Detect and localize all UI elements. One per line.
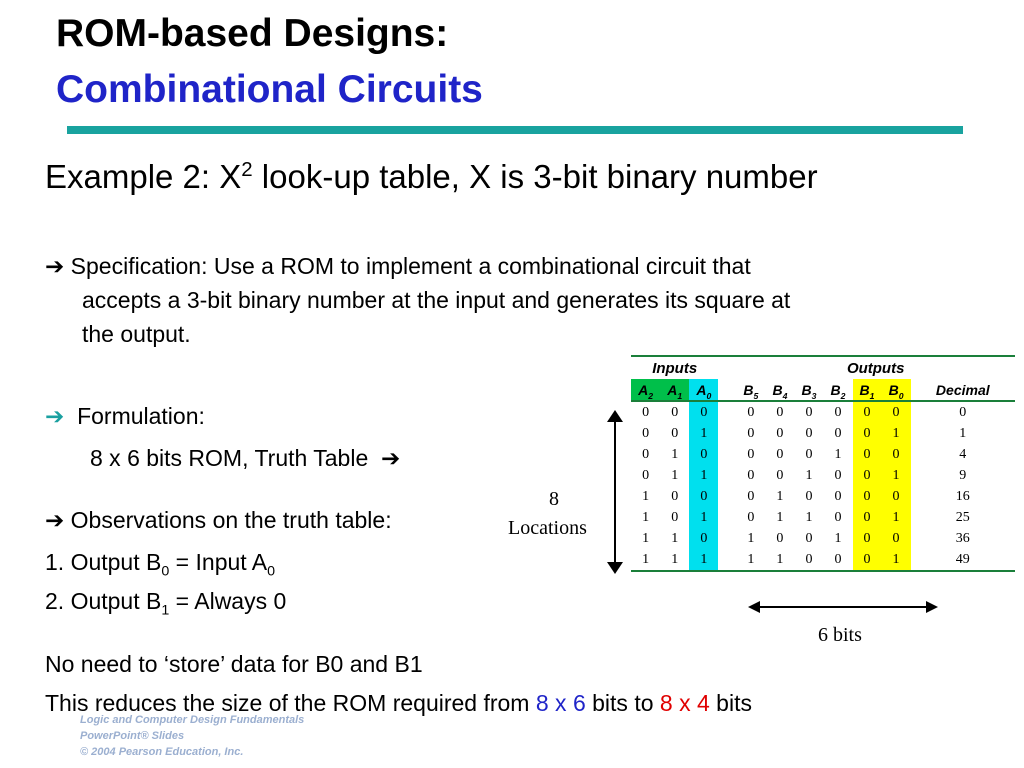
- input-bit-cell: 0: [671, 404, 679, 420]
- decimal-value-cell: 9: [959, 467, 967, 483]
- output-bit-cell: 0: [747, 467, 755, 483]
- observation-2-prefix: 2. Output B: [45, 588, 162, 614]
- decimal-value-cell: 25: [955, 509, 970, 525]
- right-arrow-icon: ➔: [381, 445, 401, 471]
- output-bit-cell: 0: [805, 530, 813, 546]
- input-bit-cell: 0: [689, 528, 718, 549]
- input-bit-cell: 1: [671, 530, 679, 546]
- slide-title: ROM-based Designs:: [56, 12, 449, 55]
- column-gap: [718, 423, 736, 444]
- formulation-detail: 8 x 6 bits ROM, Truth Table: [90, 445, 369, 471]
- output-bit-cell: 0: [747, 446, 755, 462]
- decimal-value-cell: 0: [959, 404, 967, 420]
- column-gap: [718, 379, 736, 401]
- locations-label: Locations: [508, 517, 587, 539]
- column-header-row: [631, 379, 1015, 401]
- locations-count: 8: [549, 488, 559, 510]
- input-bit-cell: 1: [671, 446, 679, 462]
- column-gap: [718, 401, 736, 423]
- observation-2-suffix: = Always 0: [169, 588, 287, 614]
- outputs-group-header: Outputs: [736, 356, 1015, 379]
- input-bit-cell: 0: [671, 425, 679, 441]
- column-gap: [718, 465, 736, 486]
- input-bit-cell: 1: [689, 549, 718, 571]
- specification-line-2: accepts a 3-bit binary number at the input and generates its square at: [82, 287, 791, 313]
- output-bit-cell: 1: [736, 549, 765, 571]
- observations-heading-text: Observations on the truth table:: [64, 507, 392, 533]
- output-bit-cell: 0: [776, 467, 784, 483]
- output-bit-cell: 0: [853, 423, 882, 444]
- specification-line-1: [45, 253, 751, 280]
- output-bit-cell: 0: [776, 425, 784, 441]
- column-gap: [718, 549, 736, 571]
- decimal-value-cell: 1: [959, 425, 967, 441]
- input-bit-cell: 0: [689, 444, 718, 465]
- input-bit-cell: 1: [689, 465, 718, 486]
- input-bit-cell: 0: [689, 486, 718, 507]
- input-column-header: $A_1$: [660, 379, 689, 401]
- input-bit-cell: 1: [671, 467, 679, 483]
- output-column-header: $B_4$: [772, 381, 788, 401]
- output-bit-cell: 0: [747, 488, 755, 504]
- example-superscript: 2: [241, 158, 253, 181]
- input-bit-cell: 0: [671, 509, 679, 525]
- input-bit-cell: 0: [671, 488, 679, 504]
- table-row: [631, 486, 1015, 507]
- down-arrowhead-icon: [607, 562, 623, 574]
- output-column-header: $B_5$: [743, 381, 759, 401]
- output-bit-cell: 0: [747, 509, 755, 525]
- output-bit-cell: 0: [834, 509, 842, 525]
- output-bit-cell: 0: [853, 486, 882, 507]
- column-gap: [718, 444, 736, 465]
- truth-table: [631, 355, 1015, 591]
- input-bit-cell: 1: [642, 488, 650, 504]
- slide-subtitle: Combinational Circuits: [56, 68, 483, 111]
- output-bit-cell: 0: [853, 507, 882, 528]
- output-bit-cell: 0: [805, 488, 813, 504]
- output-bit-cell: 1: [805, 467, 813, 483]
- observation-1-sub: 0: [161, 563, 170, 580]
- column-gap: [718, 486, 736, 507]
- observation-2-sub: 1: [161, 602, 170, 619]
- conclusion-suffix: bits: [709, 690, 752, 716]
- observation-1-prefix: 1. Output B: [45, 549, 162, 575]
- output-bit-cell: 1: [882, 549, 911, 571]
- output-bit-cell: 0: [853, 444, 882, 465]
- specification-text-1: Specification: Use a ROM to implement a combinational circuit that: [64, 253, 751, 279]
- output-bit-cell: 0: [834, 488, 842, 504]
- inputs-group-header: Inputs: [631, 356, 718, 379]
- output-bit-cell: 1: [834, 446, 842, 462]
- formulation-detail-line: [90, 445, 400, 472]
- decimal-value-cell: 4: [959, 446, 967, 462]
- input-bit-cell: 1: [689, 423, 718, 444]
- observation-item-2: [45, 588, 287, 619]
- input-bit-cell: 1: [689, 507, 718, 528]
- input-bit-cell: 1: [631, 549, 660, 571]
- output-bit-cell: 0: [853, 465, 882, 486]
- output-bit-cell: 0: [805, 404, 813, 420]
- output-bit-cell: 0: [882, 401, 911, 423]
- rom-size-before: 8 x 6: [535, 690, 586, 716]
- bits-label: 6 bits: [818, 624, 862, 646]
- output-bit-cell: 0: [776, 446, 784, 462]
- output-column-header: $B_2$: [830, 381, 846, 401]
- formulation-label-line: [45, 403, 205, 430]
- table-row: [631, 528, 1015, 549]
- output-bit-cell: 1: [882, 507, 911, 528]
- input-column-header: $A_2$: [631, 379, 660, 401]
- table-row: [631, 423, 1015, 444]
- example-prefix: Example 2: X: [45, 158, 242, 195]
- output-bit-cell: 0: [834, 404, 842, 420]
- conclusion-middle: bits to: [585, 690, 660, 716]
- output-bit-cell: 0: [834, 467, 842, 483]
- input-bit-cell: 0: [689, 401, 718, 423]
- column-gap: [718, 528, 736, 549]
- output-bit-cell: 1: [776, 488, 784, 504]
- output-bit-cell: 1: [834, 530, 842, 546]
- output-bit-cell: 1: [805, 509, 813, 525]
- table-row: [631, 444, 1015, 465]
- footer-line-2: PowerPoint® Slides: [80, 730, 185, 742]
- output-bit-cell: 0: [882, 444, 911, 465]
- table-row: [631, 465, 1015, 486]
- output-bit-cell: 1: [747, 530, 755, 546]
- output-bit-cell: 0: [747, 425, 755, 441]
- output-bit-cell: 0: [776, 404, 784, 420]
- observation-item-1: [45, 549, 276, 580]
- footer-line-3: © 2004 Pearson Education, Inc.: [80, 746, 244, 758]
- rom-size-after: 8 x 4: [659, 690, 710, 716]
- right-arrow-icon: ➔: [45, 253, 65, 279]
- input-bit-cell: 1: [660, 549, 689, 571]
- example-heading: [45, 158, 818, 196]
- output-bit-cell: 0: [794, 549, 823, 571]
- output-bit-cell: 0: [853, 549, 882, 571]
- input-bit-cell: 0: [642, 404, 650, 420]
- output-bit-cell: 0: [834, 425, 842, 441]
- column-gap: [718, 507, 736, 528]
- table-row: [631, 549, 1015, 571]
- observation-1-sub2: 0: [267, 563, 276, 580]
- input-bit-cell: 1: [642, 530, 650, 546]
- output-bit-cell: 0: [823, 549, 852, 571]
- output-bit-cell: 0: [882, 486, 911, 507]
- formulation-label: Formulation:: [77, 403, 205, 429]
- decimal-value-cell: 36: [955, 530, 970, 546]
- example-suffix: look-up table, X is 3-bit binary number: [252, 158, 818, 195]
- output-bit-cell: 1: [776, 509, 784, 525]
- table-row: [631, 401, 1015, 423]
- output-column-header: $B_1$: [853, 379, 882, 401]
- input-bit-cell: 0: [642, 425, 650, 441]
- output-column-header: $B_3$: [801, 381, 817, 401]
- decimal-value-cell: 16: [955, 488, 970, 504]
- observation-1-mid: = Input A: [169, 549, 268, 575]
- footer-line-1: Logic and Computer Design Fundamentals: [80, 714, 305, 726]
- output-bit-cell: 0: [747, 404, 755, 420]
- output-column-header: $B_0$: [882, 379, 911, 401]
- output-bit-cell: 0: [776, 530, 784, 546]
- output-bit-cell: 1: [765, 549, 794, 571]
- title-divider: [67, 126, 963, 134]
- input-column-header: $A_0$: [689, 379, 718, 401]
- footer-credits: [80, 712, 304, 760]
- input-bit-cell: 0: [642, 446, 650, 462]
- output-bit-cell: 0: [853, 401, 882, 423]
- specification-line-3: the output.: [82, 321, 191, 347]
- decimal-value-cell: 49: [911, 549, 1015, 571]
- right-arrowhead-icon: [926, 601, 938, 613]
- output-bit-cell: 0: [805, 425, 813, 441]
- table-row: [631, 507, 1015, 528]
- output-bit-cell: 0: [882, 528, 911, 549]
- output-bit-cell: 0: [853, 528, 882, 549]
- bits-span-line: [752, 606, 930, 608]
- observations-heading: [45, 507, 392, 534]
- output-bit-cell: 1: [882, 465, 911, 486]
- input-bit-cell: 0: [642, 467, 650, 483]
- conclusion-line-1: No need to ‘store’ data for B0 and B1: [45, 651, 423, 677]
- locations-span-line: [614, 415, 616, 565]
- truth-table-body: [631, 401, 1015, 571]
- input-bit-cell: 1: [642, 509, 650, 525]
- conclusion-prefix: This reduces the size of the ROM required from: [45, 690, 536, 716]
- decimal-column-header: Decimal: [935, 381, 990, 398]
- output-bit-cell: 0: [805, 446, 813, 462]
- right-arrow-icon: ➔: [45, 507, 65, 533]
- output-bit-cell: 1: [882, 423, 911, 444]
- right-arrow-icon: ➔: [45, 403, 65, 429]
